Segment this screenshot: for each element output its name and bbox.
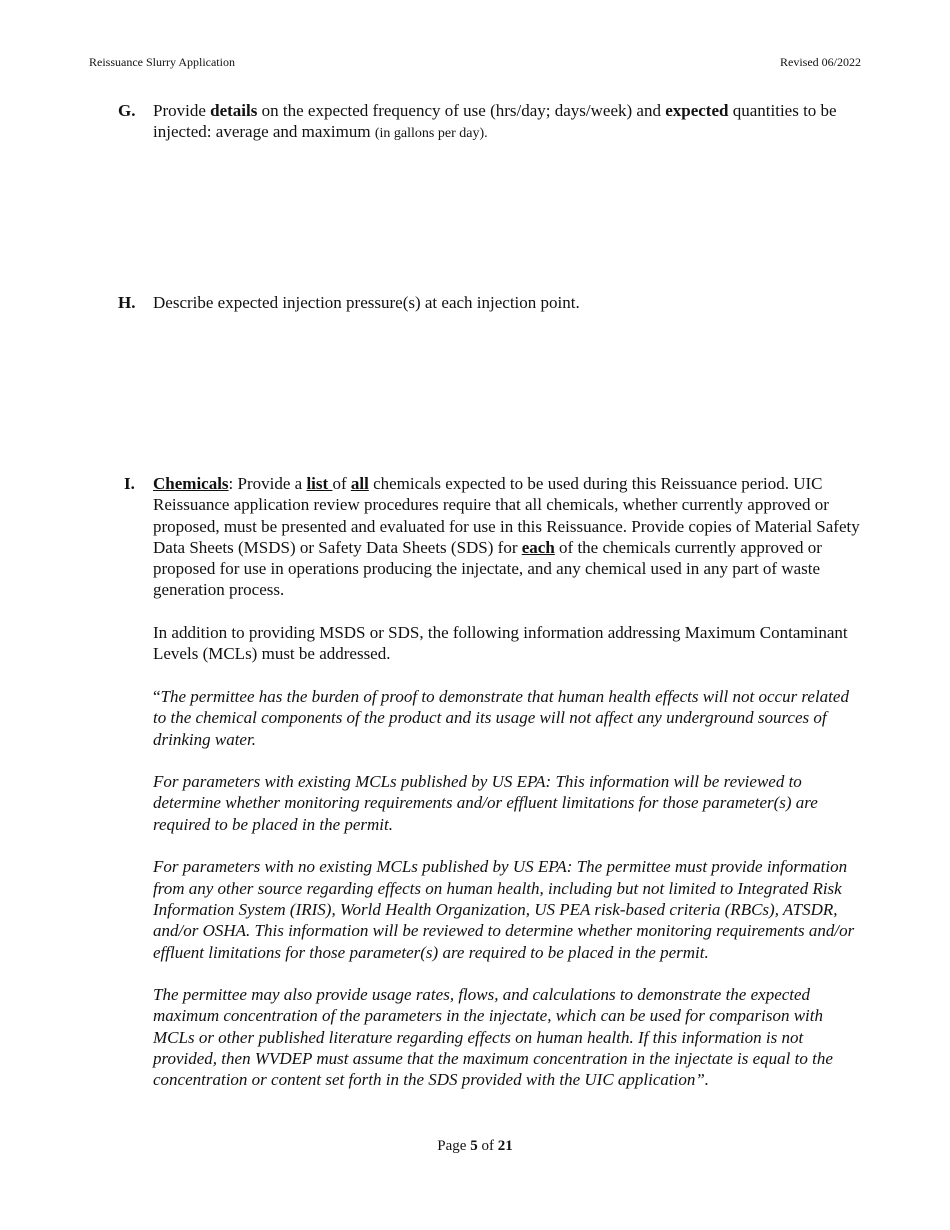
section-h-letter: H. (118, 293, 136, 312)
footer-page-word: Page (437, 1138, 471, 1154)
section-g (118, 100, 858, 145)
section-i-paragraph-2: In addition to providing MSDS or SDS, the following information addressing Maximum Contaminant Levels (MCLs) must be addressed. (153, 623, 848, 664)
footer-page-total: 21 (497, 1138, 513, 1154)
i-text-3: chemicals expected to be used during this Reissuance period. UIC Reissuance application review procedures require that all chemicals, whether currently approved or proposed, must be presented and evaluated for use in this Reissuance. Provide copies of Material Safety Data Sheets (MSDS) or Safety Data Sheets (SDS) for (153, 474, 860, 557)
page-footer (0, 1138, 950, 1155)
section-h-text: Describe expected injection pressure(s) at each injection point. (153, 293, 580, 312)
g-text-1: Provide (153, 101, 211, 120)
header-title: Reissuance Slurry Application (89, 55, 235, 69)
section-g-text (153, 100, 858, 145)
i-text-1: : Provide a (228, 474, 307, 493)
section-g-letter: G. (118, 101, 136, 120)
section-i-body (153, 473, 863, 1091)
section-i-quote-2: For parameters with existing MCLs published by US EPA: This information will be reviewed to determine whether monitoring requirements and/or effluent limitations for those parameter(s) are required to be placed in the permit. (153, 772, 818, 834)
quote-open-mark: “ (153, 686, 161, 706)
footer-of-word: of (477, 1138, 498, 1154)
i-bold-all: all (350, 474, 369, 493)
section-i-quote-3: For parameters with no existing MCLs published by US EPA: The permittee must provide information from any other source regarding effects on human health, including but not limited to Integrated Risk Information System (IRIS), World Health Organization, US PEA risk-based criteria (RBCs), ATSDR, and/or OSHA. This information will be reviewed to determine whether monitoring requirements and/or effluent limitations for those parameter(s) are required to be placed in the permit. (153, 857, 855, 962)
i-heading-chemicals: Chemicals (153, 474, 229, 493)
section-i-quote-4: The permittee may also provide usage rates, flows, and calculations to demonstrate the expected maximum concentration of the parameters in the injectate, which can be used for comparison with MCLs or other published literature regarding effects on human health. If this information is not provided, then WVDEP must assume that the maximum concentration in the injectate is equal to the concentration or content set forth in the SDS provided with the UIC application”. (153, 985, 833, 1090)
header-revision: Revised 06/2022 (780, 55, 861, 69)
i-text-4: of the chemicals currently approved or proposed for use in operations producing the injectate, and any chemical used in any part of waste generation process. (153, 537, 822, 600)
section-i-paragraph-1 (153, 473, 863, 601)
i-bold-list: list (306, 474, 333, 493)
footer-page-number: 5 (470, 1138, 478, 1154)
quote-1-text: The permittee has the burden of proof to demonstrate that human health effects will not occur related to the chemical components of the product and its usage will not affect any underground sources of drinking water. (153, 686, 849, 749)
g-bold-expected: expected (665, 101, 729, 120)
section-i (118, 473, 863, 1091)
i-text-2: of (332, 474, 351, 493)
g-units-note: (in gallons per day). (374, 126, 488, 142)
i-bold-each: each (521, 537, 555, 557)
g-bold-details: details (210, 101, 258, 120)
section-h (118, 292, 858, 313)
g-text-2: on the expected frequency of use (hrs/day; days/week) and (257, 101, 666, 120)
g-text-3: quantities to be injected: average and maximum (153, 101, 837, 142)
section-i-quote-1 (153, 686, 863, 750)
section-i-letter: I. (124, 474, 135, 493)
